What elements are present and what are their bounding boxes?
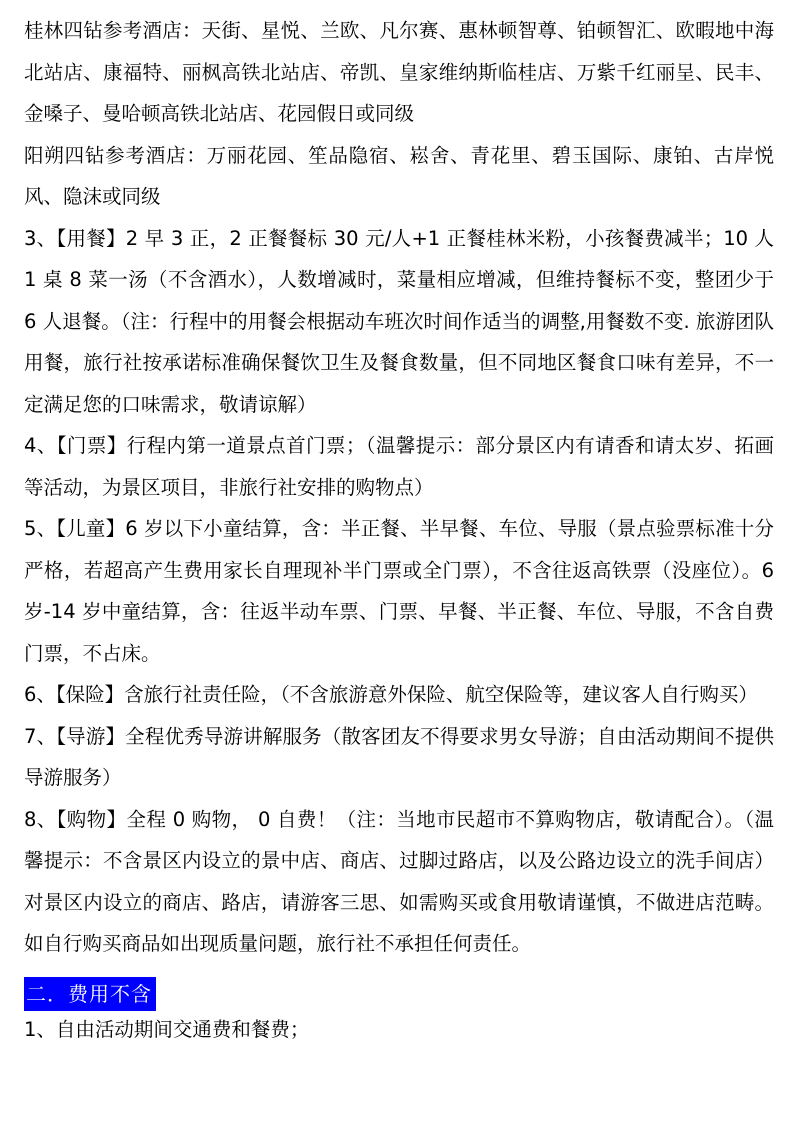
children-item: 5、【儿童】6 岁以下小童结算，含：半正餐、半早餐、车位、导服（景点验票标准十分严格，若超高产生费用家长自理现补半门票或全门票），不含往返高铁票（没座位）。6 岁-14 岁中童结算，含：往返半动车票、门票、早餐、半正餐、车位、导服，不含自费门票，不占床。	[24, 517, 774, 665]
section-2-heading: 二．费用不含	[24, 977, 156, 1011]
meal-item: 3、【用餐】2 早 3 正，2 正餐餐标 30 元/人+1 正餐桂林米粉，小孩餐费减半；10 人 1 桌 8 菜一汤（不含酒水），人数增减时，菜量相应增减，但维持餐标不变，整团少于 6 人退餐。（注：行程中的用餐会根据动车班次时间作适当的调整,用餐数不变. 旅游团队用餐，旅行社按承诺标准确保餐饮卫生及餐食数量，但不同地区餐食口味有差异，不一定满足您的口味需求，敬请谅解）	[24, 226, 774, 416]
yangshuo-hotels-paragraph: 阳朔四钻参考酒店：万丽花园、笙品隐宿、崧舍、青花里、碧玉国际、康铂、古岸悦风、隐沫或同级	[24, 143, 774, 208]
shopping-item: 8、【购物】全程 0 购物， 0 自费！（注：当地市民超市不算购物店，敬请配合）。（温馨提示：不含景区内设立的景中店、商店、过脚过路店，以及公路边设立的洗手间店）对景区内设立的商店、路店，请游客三思、如需购买或食用敬请谨慎，不做进店范畴。如自行购买商品如出现质量问题，旅行社不承担任何责任。	[24, 807, 774, 955]
document-page	[24, 10, 774, 1050]
ticket-item: 4、【门票】行程内第一道景点首门票；（温馨提示：部分景区内有请香和请太岁、拓画等活动，为景区项目，非旅行社安排的购物点）	[24, 434, 774, 499]
guide-item: 7、【导游】全程优秀导游讲解服务（散客团友不得要求男女导游；自由活动期间不提供导游服务）	[24, 724, 774, 789]
insurance-item: 6、【保险】含旅行社责任险，（不含旅游意外保险、航空保险等，建议客人自行购买）	[24, 683, 758, 706]
excluded-item-1: 1、自由活动期间交通费和餐费；	[24, 1017, 310, 1041]
guilin-hotels-paragraph: 桂林四钻参考酒店：天街、星悦、兰欧、凡尔赛、惠林顿智尊、铂顿智汇、欧暇地中海北站店、康福特、丽枫高铁北站店、帝凯、皇家维纳斯临桂店、万紫千红丽呈、民丰、金嗓子、曼哈顿高铁北站店、花园假日或同级	[24, 19, 774, 125]
section-2-heading-wrap	[24, 969, 774, 1009]
